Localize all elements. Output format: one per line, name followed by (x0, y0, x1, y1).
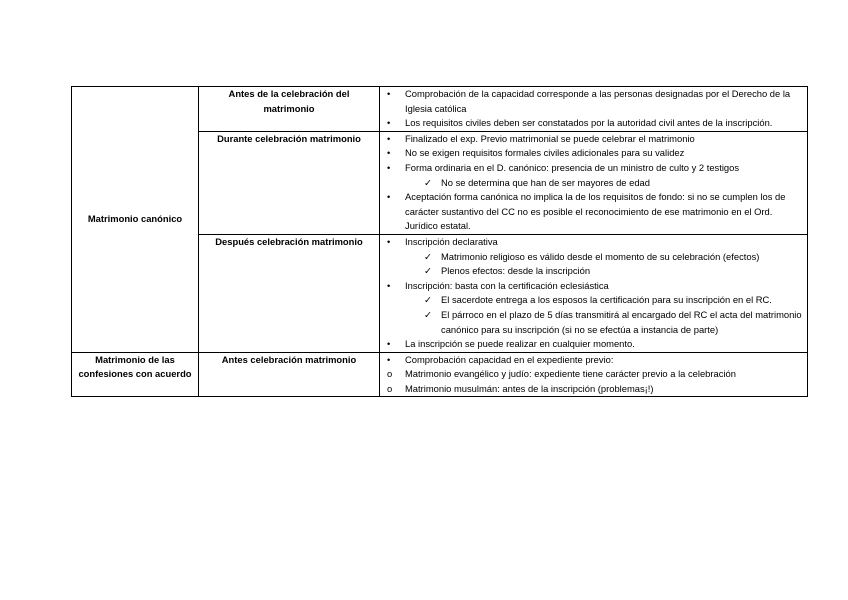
list-item-text: El párroco en el plazo de 5 días transmitirá al encargado del RC el acta del matrimonio canónico para su inscripción (si no se efectúa a instancia de parte) (441, 308, 802, 335)
list-item (384, 367, 803, 382)
list-item-text: Inscripción declarativa (405, 235, 498, 247)
section-title-cell (199, 234, 380, 352)
checkmark-icon: ✓ (424, 308, 432, 320)
section-title: Antes celebración matrimonio (221, 353, 357, 365)
circle-bullet-icon: o (387, 368, 393, 380)
bullet-icon: • (387, 117, 391, 129)
list-item (384, 382, 803, 397)
list-item-text: Plenos efectos: desde la inscripción (441, 265, 591, 277)
section-content-cell (380, 234, 808, 352)
bullet-icon: • (387, 88, 391, 99)
section-title: Durante celebración matrimonio (217, 132, 361, 144)
section-title: Después celebración matrimonio (215, 235, 363, 247)
category-cell (72, 87, 199, 353)
category-label: Matrimonio de las confesiones con acuerdo (78, 353, 192, 380)
check-list (405, 293, 803, 337)
section-content-cell (380, 352, 808, 397)
list-item (384, 87, 803, 116)
list-item (384, 279, 803, 337)
checkmark-icon: ✓ (424, 294, 432, 306)
table-row (72, 352, 808, 397)
checkmark-icon: ✓ (424, 176, 432, 188)
list-item-text: No se determina que han de ser mayores de edad (441, 176, 650, 188)
bullet-icon: • (387, 132, 391, 144)
list-item (384, 146, 803, 161)
list-item (384, 353, 803, 368)
list-item (384, 116, 803, 131)
list-item-text: La inscripción se puede realizar en cualquier momento. (405, 338, 635, 350)
list-item-text: Inscripción: basta con la certificación eclesiástica (405, 279, 609, 291)
list-item (384, 161, 803, 190)
list-item (405, 308, 803, 337)
list-item-text: Forma ordinaria en el D. canónico: presencia de un ministro de culto y 2 testigos (405, 161, 740, 173)
list-item-text: Matrimonio musulmán: antes de la inscripción (problemas¡!) (405, 382, 654, 394)
list-item (384, 337, 803, 352)
category-cell (72, 352, 199, 397)
bullet-icon: • (387, 161, 391, 173)
list-item-text: No se exigen requisitos formales civiles adicionales para su validez (405, 147, 685, 159)
bullet-icon: • (387, 147, 391, 159)
bullet-icon: • (387, 338, 391, 350)
category-label: Matrimonio canónico (87, 213, 183, 225)
bullet-list (384, 353, 803, 368)
bullet-icon: • (387, 353, 391, 365)
list-item (405, 176, 803, 191)
list-item (384, 132, 803, 147)
circle-list (384, 367, 803, 396)
list-item (384, 235, 803, 279)
list-item (405, 264, 803, 279)
list-item-text: Matrimonio evangélico y judío: expediente tiene carácter previo a la celebración (405, 368, 736, 380)
bullet-list (384, 235, 803, 352)
section-title-cell (199, 131, 380, 234)
checkmark-icon: ✓ (424, 265, 432, 277)
list-item-text: Aceptación forma canónica no implica la de los requisitos de fondo: si no se cumplen los de carácter sustantivo del CC no es posible el reconocimiento de ese matrimonio en el Ord. Jurídico estatal. (405, 191, 786, 232)
section-title-cell (199, 87, 380, 132)
bullet-list (384, 87, 803, 131)
list-item-text: Matrimonio religioso es válido desde el momento de su celebración (efectos) (441, 250, 760, 262)
section-title-cell (199, 352, 380, 397)
section-title: Antes de la celebración del matrimonio (228, 88, 350, 114)
checkmark-icon: ✓ (424, 250, 432, 262)
bullet-list (384, 132, 803, 234)
list-item-text: Finalizado el exp. Previo matrimonial se puede celebrar el matrimonio (405, 132, 695, 144)
section-content-cell (380, 131, 808, 234)
table-row (72, 87, 808, 132)
list-item-text: Comprobación de la capacidad corresponde a las personas designadas por el Derecho de la Iglesia católica (405, 88, 791, 114)
bullet-icon: • (387, 191, 391, 203)
list-item (405, 293, 803, 308)
list-item (384, 190, 803, 234)
summary-table (71, 86, 808, 397)
list-item-text: Comprobación capacidad en el expediente previo: (405, 353, 614, 365)
bullet-icon: • (387, 235, 391, 247)
list-item (405, 250, 803, 265)
check-list (405, 176, 803, 191)
circle-bullet-icon: o (387, 382, 393, 394)
list-item-text: Los requisitos civiles deben ser constatados por la autoridad civil antes de la inscripción. (405, 117, 773, 129)
list-item-text: El sacerdote entrega a los esposos la certificación para su inscripción en el RC. (441, 294, 772, 306)
section-content-cell (380, 87, 808, 132)
bullet-icon: • (387, 279, 391, 291)
check-list (405, 250, 803, 279)
